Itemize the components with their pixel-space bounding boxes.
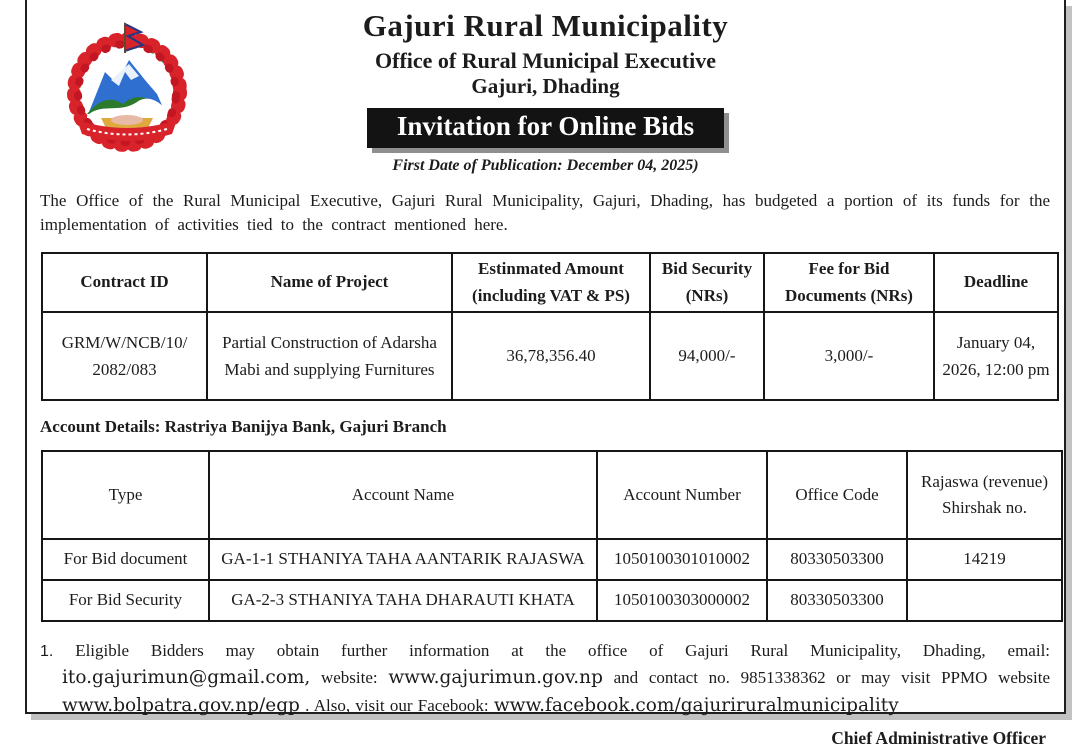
page-title: Gajuri Rural Municipality (362, 8, 729, 43)
col-header-estimated-amount: Estinmated Amount (including VAT & PS) (452, 253, 650, 312)
col-header-account-number: Account Number (597, 451, 767, 539)
note-text: website: (310, 667, 389, 687)
cell-office-code: 80330503300 (767, 580, 907, 621)
office-subtitle: Office of Rural Municipal Executive (375, 48, 716, 73)
note-number: 1. (40, 642, 54, 660)
note-text: and contact no. 9851338362 or may visit PPMO website (602, 667, 1050, 687)
note-text: Eligible Bidders may obtain further information at the office of Gajuri Rural Municipality, Dhading, email: (75, 640, 1051, 660)
col-header-project-name: Name of Project (207, 253, 452, 312)
col-header-contract-id: Contract ID (42, 253, 207, 312)
cell-account-number: 1050100303000002 (597, 580, 767, 621)
cell-project-name: Partial Construction of Adarsha Mabi and supplying Furnitures (207, 312, 452, 400)
cell-account-number: 1050100301010002 (597, 539, 767, 580)
nepal-government-emblem-logo (61, 20, 193, 152)
cell-bid-security: 94,000/- (650, 312, 764, 400)
cell-contract-id: GRM/W/NCB/10/ 2082/083 (42, 312, 207, 400)
email-text: ito.gajurimun@gmail.com, (62, 666, 311, 688)
cell-account-name: GA-1-1 STHANIYA TAHA AANTARIK RAJASWA (209, 539, 597, 580)
ppmo-url-text: www.bolpatra.gov.np/egp (62, 694, 300, 716)
account-table (41, 450, 1063, 622)
cell-rajaswa-no: 14219 (907, 539, 1062, 580)
col-header-type: Type (42, 451, 209, 539)
nepal-emblem-icon (61, 20, 193, 152)
cell-bid-doc-fee: 3,000/- (764, 312, 934, 400)
location-subtitle: Gajuri, Dhading (471, 74, 620, 98)
col-header-deadline: Deadline (934, 253, 1058, 312)
cell-estimated-amount: 36,78,356.40 (452, 312, 650, 400)
col-header-bid-doc-fee: Fee for Bid Documents (NRs) (764, 253, 934, 312)
facebook-url-text: www.facebook.com/gajuriruralmunicipality (493, 694, 899, 716)
invitation-banner: Invitation for Online Bids (367, 108, 724, 148)
account-table-row-bid-security (42, 580, 1062, 621)
intro-paragraph: The Office of the Rural Municipal Executive, Gajuri Rural Municipality, Gajuri, Dhading, has budgeted a portion of its funds for the implementation of activities tied to the contract mentioned here. (40, 191, 1050, 235)
contract-table (41, 252, 1059, 401)
col-header-account-name: Account Name (209, 451, 597, 539)
col-header-office-code: Office Code (767, 451, 907, 539)
eligibility-note (40, 638, 1050, 720)
cell-account-name: GA-2-3 STHANIYA TAHA DHARAUTI KHATA (209, 580, 597, 621)
contract-table-data-row (42, 312, 1058, 400)
cell-office-code: 80330503300 (767, 539, 907, 580)
signature-line: Chief Administrative Officer (831, 728, 1046, 749)
cell-deadline: January 04, 2026, 12:00 pm (934, 312, 1058, 400)
account-table-row-bid-document (42, 539, 1062, 580)
col-header-rajaswa-no: Rajaswa (revenue) Shirshak no. (907, 451, 1062, 539)
note-text: . Also, visit our Facebook: (299, 695, 494, 715)
contract-table-header-row (42, 253, 1058, 312)
cell-type: For Bid Security (42, 580, 209, 621)
account-table-header-row (42, 451, 1062, 539)
publication-date-line: First Date of Publication: December 04, 2025) (392, 157, 699, 174)
notice-sheet (25, 0, 1066, 749)
cell-rajaswa-no (907, 580, 1062, 621)
cell-type: For Bid document (42, 539, 209, 580)
website-url-text: www.gajurimun.gov.np (388, 666, 603, 688)
col-header-bid-security: Bid Security (NRs) (650, 253, 764, 312)
account-details-label: Account Details: Rastriya Banijya Bank, Gajuri Branch (40, 416, 447, 436)
